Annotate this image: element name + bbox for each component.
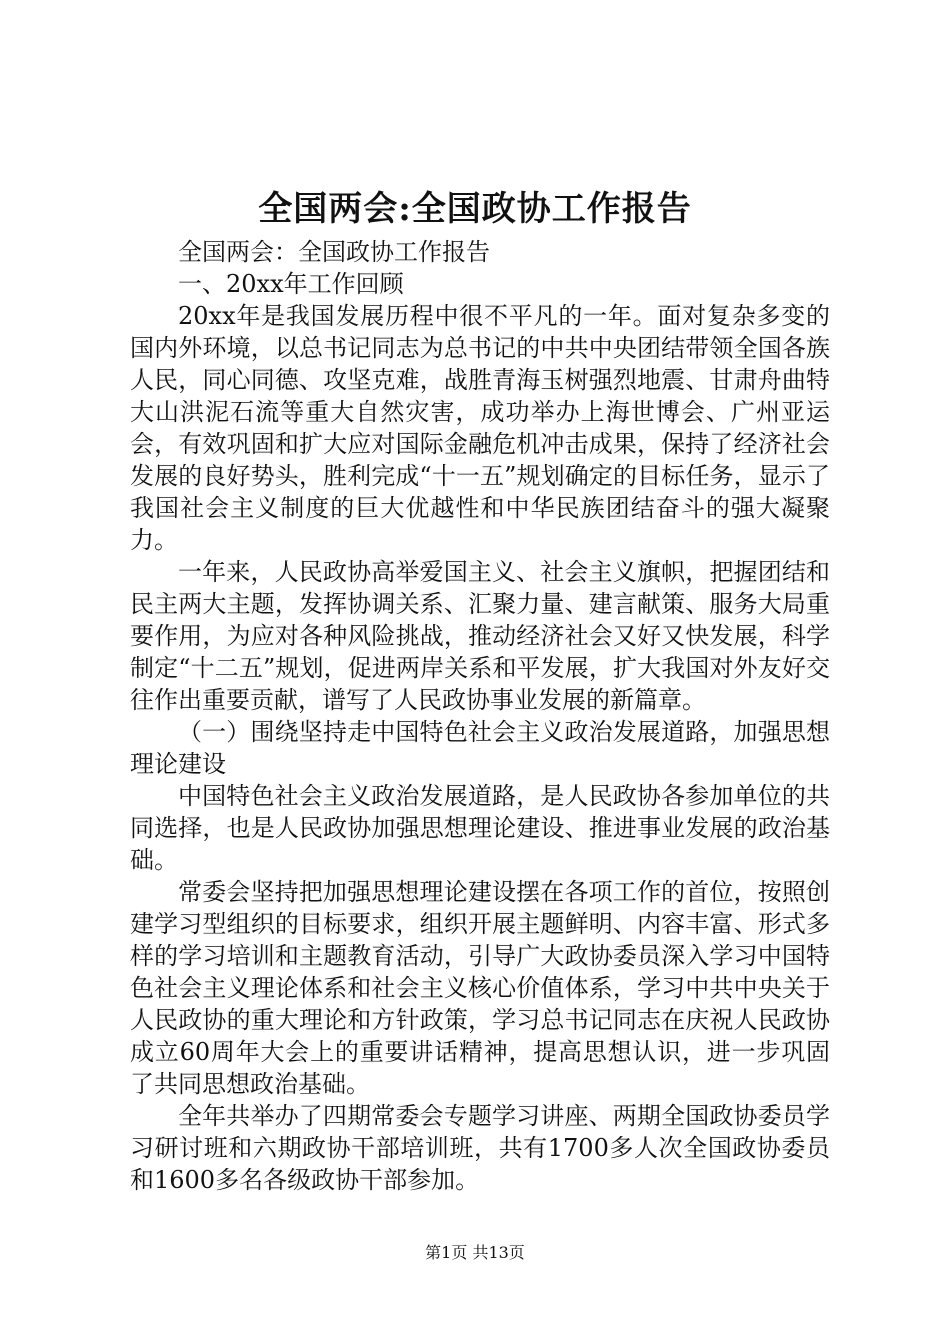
document-body [130,236,830,1196]
document-title: 全国两会:全国政协工作报告 [258,189,692,229]
paragraph: 常委会坚持把加强思想理论建设摆在各项工作的首位，按照创建学习型组织的目标要求，组织开展主题鲜明、内容丰富、形式多样的学习培训和主题教育活动，引导广大政协委员深入学习中国特色社会主义理论体系和社会主义核心价值体系，学习中共中央关于人民政协的重大理论和方针政策，学习总书记同志在庆祝人民政协成立60周年大会上的重要讲话精神，提高思想认识，进一步巩固了共同思想政治基础。 [130,878,830,1098]
paragraph: 中国特色社会主义政治发展道路，是人民政协各参加单位的共同选择，也是人民政协加强思想理论建设、推进事业发展的政治基础。 [130,782,830,874]
paragraph: 全年共举办了四期常委会专题学习讲座、两期全国政协委员学习研讨班和六期政协干部培训班，共有1700多人次全国政协委员和1600多名各级政协干部参加。 [130,1102,830,1194]
paragraph: 一年来，人民政协高举爱国主义、社会主义旗帜，把握团结和民主两大主题，发挥协调关系、汇聚力量、建言献策、服务大局重要作用，为应对各种风险挑战，推动经济社会又好又快发展，科学制定“十二五”规划，促进两岸关系和平发展，扩大我国对外友好交往作出重要贡献，谱写了人民政协事业发展的新篇章。 [130,558,830,714]
paragraph-section-heading: 一、20xx年工作回顾 [178,270,404,298]
page-footer: 第1页 共13页 [425,1243,525,1262]
paragraph-subsection-heading: （一）围绕坚持走中国特色社会主义政治发展道路，加强思想理论建设 [130,718,830,778]
paragraph-subtitle: 全国两会：全国政协工作报告 [178,238,490,266]
paragraph: 20xx年是我国发展历程中很不平凡的一年。面对复杂多变的国内外环境，以总书记同志为总书记的中共中央团结带领全国各族人民，同心同德、攻坚克难，战胜青海玉树强烈地震、甘肃舟曲特大山洪泥石流等重大自然灾害，成功举办上海世博会、广州亚运会，有效巩固和扩大应对国际金融危机冲击成果，保持了经济社会发展的良好势头，胜利完成“十一五”规划确定的目标任务，显示了我国社会主义制度的巨大优越性和中华民族团结奋斗的强大凝聚力。 [130,302,830,554]
